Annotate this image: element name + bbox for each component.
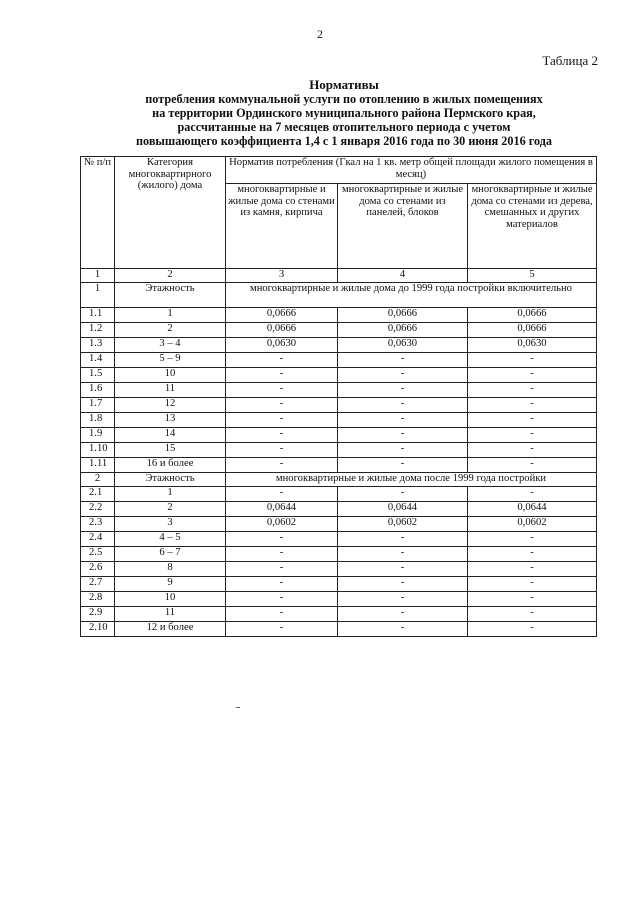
row-category: 10 xyxy=(115,592,226,607)
row-category: 3 xyxy=(115,517,226,532)
row-num: 2.2 xyxy=(81,502,115,517)
cell-wood-mixed: - xyxy=(468,443,597,458)
cell-panel-block: - xyxy=(338,443,468,458)
table-row xyxy=(81,368,597,383)
section-num: 1 xyxy=(81,283,115,308)
cell-panel-block: - xyxy=(338,353,468,368)
table-row xyxy=(81,607,597,622)
cell-wood-mixed: 0,0630 xyxy=(468,338,597,353)
cell-panel-block: - xyxy=(338,532,468,547)
cell-wood-mixed: 0,0666 xyxy=(468,323,597,338)
row-num: 2.10 xyxy=(81,622,115,637)
table-row xyxy=(81,353,597,368)
header-col5: многоквартирные и жилые дома со стенами из дерева, смешанных и других материалов xyxy=(468,184,597,269)
section-title: многоквартирные и жилые дома до 1999 года постройки включительно xyxy=(226,283,597,308)
row-category: 13 xyxy=(115,413,226,428)
cell-wood-mixed: - xyxy=(468,622,597,637)
cell-panel-block: 0,0630 xyxy=(338,338,468,353)
cell-wood-mixed: - xyxy=(468,577,597,592)
table-label: Таблица 2 xyxy=(542,53,598,68)
column-numbers-row xyxy=(81,269,597,283)
row-category: 3 – 4 xyxy=(115,338,226,353)
section-category: Этажность xyxy=(115,283,226,308)
cell-stone-brick: - xyxy=(226,562,338,577)
row-category: 2 xyxy=(115,502,226,517)
title-line: на территории Ординского муниципального района Пермского края, xyxy=(152,106,536,120)
cell-stone-brick: - xyxy=(226,398,338,413)
row-category: 16 и более xyxy=(115,458,226,473)
cell-wood-mixed: - xyxy=(468,487,597,502)
table-row xyxy=(81,443,597,458)
cell-panel-block: - xyxy=(338,458,468,473)
cell-stone-brick: 0,0666 xyxy=(226,323,338,338)
column-number: 3 xyxy=(226,269,338,283)
row-category: 1 xyxy=(115,487,226,502)
row-category: 1 xyxy=(115,308,226,323)
row-num: 1.1 xyxy=(81,308,115,323)
table-row xyxy=(81,502,597,517)
row-num: 2.1 xyxy=(81,487,115,502)
row-num: 1.3 xyxy=(81,338,115,353)
row-category: 4 – 5 xyxy=(115,532,226,547)
row-num: 2.4 xyxy=(81,532,115,547)
cell-stone-brick: - xyxy=(226,368,338,383)
table-row xyxy=(81,338,597,353)
cell-wood-mixed: - xyxy=(468,383,597,398)
stray-mark xyxy=(236,707,240,708)
cell-wood-mixed: - xyxy=(468,368,597,383)
column-number: 5 xyxy=(468,269,597,283)
row-num: 1.9 xyxy=(81,428,115,443)
title-line: Нормативы xyxy=(309,77,379,92)
table-row xyxy=(81,308,597,323)
row-category: 12 и более xyxy=(115,622,226,637)
row-category: 14 xyxy=(115,428,226,443)
row-category: 12 xyxy=(115,398,226,413)
row-category: 11 xyxy=(115,607,226,622)
row-num: 1.11 xyxy=(81,458,115,473)
cell-panel-block: - xyxy=(338,428,468,443)
header-col4: многоквартирные и жилые дома со стенами из панелей, блоков xyxy=(338,184,468,269)
table-row xyxy=(81,487,597,502)
cell-wood-mixed: - xyxy=(468,353,597,368)
cell-wood-mixed: 0,0644 xyxy=(468,502,597,517)
row-num: 2.8 xyxy=(81,592,115,607)
section-row xyxy=(81,283,597,308)
row-category: 11 xyxy=(115,383,226,398)
header-col3: многоквартирные и жилые дома со стенами из камня, кирпича xyxy=(226,184,338,269)
table-header-row xyxy=(81,157,597,184)
row-num: 1.4 xyxy=(81,353,115,368)
cell-stone-brick: 0,0602 xyxy=(226,517,338,532)
section-num: 2 xyxy=(81,473,115,487)
cell-stone-brick: - xyxy=(226,577,338,592)
row-category: 9 xyxy=(115,577,226,592)
cell-wood-mixed: - xyxy=(468,413,597,428)
column-number: 2 xyxy=(115,269,226,283)
norms-table xyxy=(80,156,597,637)
cell-panel-block: - xyxy=(338,622,468,637)
cell-wood-mixed: - xyxy=(468,532,597,547)
cell-panel-block: - xyxy=(338,487,468,502)
cell-stone-brick: - xyxy=(226,353,338,368)
row-num: 2.3 xyxy=(81,517,115,532)
title-line: повышающего коэффициента 1,4 с 1 января 2016 года по 30 июня 2016 года xyxy=(136,134,552,148)
row-num: 2.5 xyxy=(81,547,115,562)
header-category: Категория многоквартирного (жилого) дома xyxy=(115,157,226,269)
header-num: № п/п xyxy=(81,157,115,269)
row-num: 1.2 xyxy=(81,323,115,338)
row-num: 1.7 xyxy=(81,398,115,413)
cell-stone-brick: - xyxy=(226,443,338,458)
cell-panel-block: - xyxy=(338,562,468,577)
cell-panel-block: 0,0666 xyxy=(338,323,468,338)
row-category: 8 xyxy=(115,562,226,577)
row-num: 2.7 xyxy=(81,577,115,592)
cell-wood-mixed: - xyxy=(468,458,597,473)
cell-panel-block: - xyxy=(338,368,468,383)
title-line: потребления коммунальной услуги по отоплению в жилых помещениях xyxy=(145,92,543,106)
table-row xyxy=(81,398,597,413)
cell-wood-mixed: 0,0666 xyxy=(468,308,597,323)
cell-panel-block: - xyxy=(338,383,468,398)
table-row xyxy=(81,413,597,428)
cell-wood-mixed: - xyxy=(468,398,597,413)
cell-stone-brick: - xyxy=(226,458,338,473)
section-title: многоквартирные и жилые дома после 1999 года постройки xyxy=(226,473,597,487)
row-category: 10 xyxy=(115,368,226,383)
header-norm: Норматив потребления (Гкал на 1 кв. метр общей площади жилого помещения в месяц) xyxy=(226,157,597,184)
cell-stone-brick: - xyxy=(226,607,338,622)
section-row xyxy=(81,473,597,487)
row-category: 6 – 7 xyxy=(115,547,226,562)
cell-stone-brick: 0,0644 xyxy=(226,502,338,517)
cell-stone-brick: - xyxy=(226,547,338,562)
cell-stone-brick: - xyxy=(226,383,338,398)
row-num: 2.9 xyxy=(81,607,115,622)
table-row xyxy=(81,562,597,577)
document-title xyxy=(84,78,604,148)
cell-wood-mixed: - xyxy=(468,547,597,562)
cell-wood-mixed: - xyxy=(468,428,597,443)
title-line: рассчитанные на 7 месяцев отопительного периода с учетом xyxy=(177,120,511,134)
cell-stone-brick: 0,0666 xyxy=(226,308,338,323)
row-num: 2.6 xyxy=(81,562,115,577)
cell-panel-block: - xyxy=(338,413,468,428)
page-number: 2 xyxy=(317,27,323,41)
cell-panel-block: 0,0666 xyxy=(338,308,468,323)
cell-wood-mixed: 0,0602 xyxy=(468,517,597,532)
cell-stone-brick: - xyxy=(226,592,338,607)
row-num: 1.5 xyxy=(81,368,115,383)
cell-stone-brick: - xyxy=(226,413,338,428)
column-number: 4 xyxy=(338,269,468,283)
cell-wood-mixed: - xyxy=(468,592,597,607)
cell-stone-brick: - xyxy=(226,622,338,637)
table-row xyxy=(81,458,597,473)
row-category: 2 xyxy=(115,323,226,338)
cell-panel-block: - xyxy=(338,592,468,607)
cell-panel-block: - xyxy=(338,547,468,562)
cell-panel-block: 0,0602 xyxy=(338,517,468,532)
cell-wood-mixed: - xyxy=(468,607,597,622)
table-row xyxy=(81,547,597,562)
cell-stone-brick: - xyxy=(226,532,338,547)
cell-wood-mixed: - xyxy=(468,562,597,577)
row-category: 5 – 9 xyxy=(115,353,226,368)
table-row xyxy=(81,517,597,532)
row-num: 1.6 xyxy=(81,383,115,398)
table-row xyxy=(81,323,597,338)
table-row xyxy=(81,383,597,398)
table-row xyxy=(81,428,597,443)
table-row xyxy=(81,622,597,637)
cell-panel-block: - xyxy=(338,398,468,413)
cell-panel-block: - xyxy=(338,577,468,592)
cell-stone-brick: - xyxy=(226,428,338,443)
cell-stone-brick: - xyxy=(226,487,338,502)
cell-stone-brick: 0,0630 xyxy=(226,338,338,353)
cell-panel-block: 0,0644 xyxy=(338,502,468,517)
row-num: 1.8 xyxy=(81,413,115,428)
table-row xyxy=(81,577,597,592)
column-number: 1 xyxy=(81,269,115,283)
row-category: 15 xyxy=(115,443,226,458)
table-row xyxy=(81,532,597,547)
table-row xyxy=(81,592,597,607)
section-category: Этажность xyxy=(115,473,226,487)
cell-panel-block: - xyxy=(338,607,468,622)
row-num: 1.10 xyxy=(81,443,115,458)
